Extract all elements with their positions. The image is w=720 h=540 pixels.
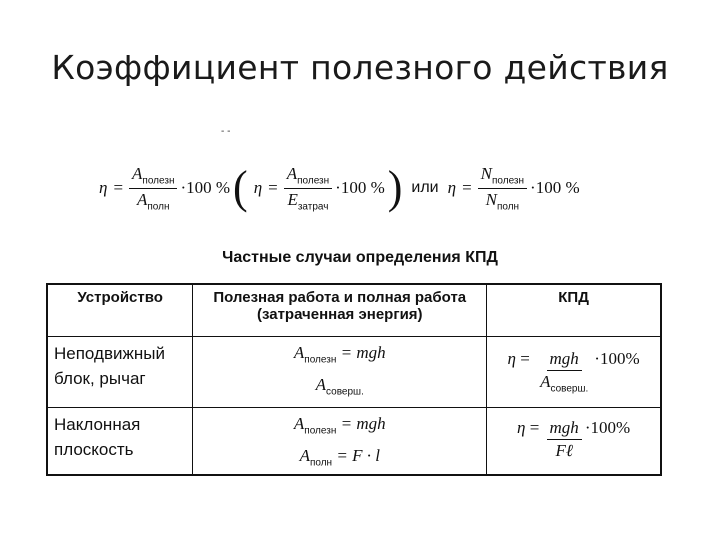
kpd-fraction (547, 418, 582, 463)
cases-table (46, 283, 662, 476)
fraction-power (478, 164, 527, 212)
equals-sign: = (268, 178, 278, 197)
kpd-fraction (537, 349, 591, 394)
denominator-sub: затрач (297, 200, 329, 212)
work-cell (193, 408, 487, 476)
numerator-sub: полезн (492, 175, 525, 187)
kpd-numerator: mgh (547, 349, 582, 371)
device-cell: Наклонная плоскость (47, 408, 193, 476)
total-work-formula (194, 446, 485, 468)
multiplier-100: ·100 % (335, 178, 385, 197)
fraction-energy (284, 164, 332, 212)
kpd-multiplier: ·100% (584, 418, 631, 438)
or-word: или (411, 179, 439, 196)
equals-sign: = (113, 178, 124, 197)
work-cell (193, 337, 487, 408)
eta-symbol: η (517, 418, 526, 438)
work-rhs: = mgh (340, 343, 386, 362)
header-work: Полезная работа и полная работа (затраченная энергия) (193, 284, 487, 337)
table-title: Частные случаи определения КПД (222, 249, 498, 266)
fraction-work (129, 164, 177, 212)
total-work-formula (194, 375, 485, 397)
equals-sign: = (520, 349, 530, 369)
work-rhs: = mgh (340, 414, 386, 433)
denominator-sub: полн (496, 200, 520, 212)
denominator-var: N (485, 189, 497, 209)
work-sub: полезн (304, 354, 337, 366)
header-kpd: КПД (487, 284, 661, 337)
open-paren: ( (233, 161, 248, 214)
work-rhs: = F · l (336, 446, 380, 466)
eta-symbol: η (447, 178, 457, 197)
table-row (47, 337, 661, 408)
table-row (47, 408, 661, 476)
close-paren: ) (387, 161, 403, 214)
numerator-var: N (480, 164, 492, 184)
work-var: A (293, 414, 305, 433)
numerator-sub: полезн (297, 175, 330, 187)
kpd-multiplier: ·100% (594, 349, 640, 369)
device-cell: Неподвижный блок, рычаг (47, 337, 193, 408)
kpd-denominator-sub: соверш. (550, 383, 589, 395)
kpd-numerator: mgh (547, 418, 582, 440)
slide-title: Коэффициент полезного действия (51, 48, 669, 87)
kpd-denominator-var: Fℓ (555, 441, 573, 461)
denominator-sub: полн (147, 200, 170, 212)
efficiency-formula (96, 160, 580, 216)
multiplier-100: ·100 % (530, 178, 580, 197)
table-header-row (47, 284, 661, 337)
denominator-var: A (136, 189, 148, 209)
work-sub: полезн (304, 425, 337, 437)
work-var: A (299, 446, 310, 466)
multiplier-100: ·100 % (180, 178, 231, 197)
work-sub: полн (309, 457, 333, 469)
numerator-var: A (132, 164, 143, 184)
useful-work-formula (194, 414, 485, 436)
eta-symbol: η (507, 349, 516, 369)
kpd-denominator-var: A (540, 372, 551, 392)
equals-sign: = (529, 418, 540, 438)
kpd-cell (487, 337, 661, 408)
equals-sign: = (462, 178, 472, 197)
work-var: A (315, 375, 327, 395)
eta-symbol: η (253, 178, 263, 197)
work-sub: соверш. (326, 386, 364, 398)
numerator-var: A (286, 164, 298, 184)
work-var: A (293, 343, 305, 362)
denominator-var: E (287, 189, 298, 209)
useful-work-formula (194, 343, 485, 365)
stray-dash-marks: - - (221, 126, 231, 137)
eta-symbol: η (99, 178, 108, 197)
kpd-cell (487, 408, 661, 476)
numerator-sub: полезн (142, 175, 175, 187)
header-device: Устройство (47, 284, 193, 337)
